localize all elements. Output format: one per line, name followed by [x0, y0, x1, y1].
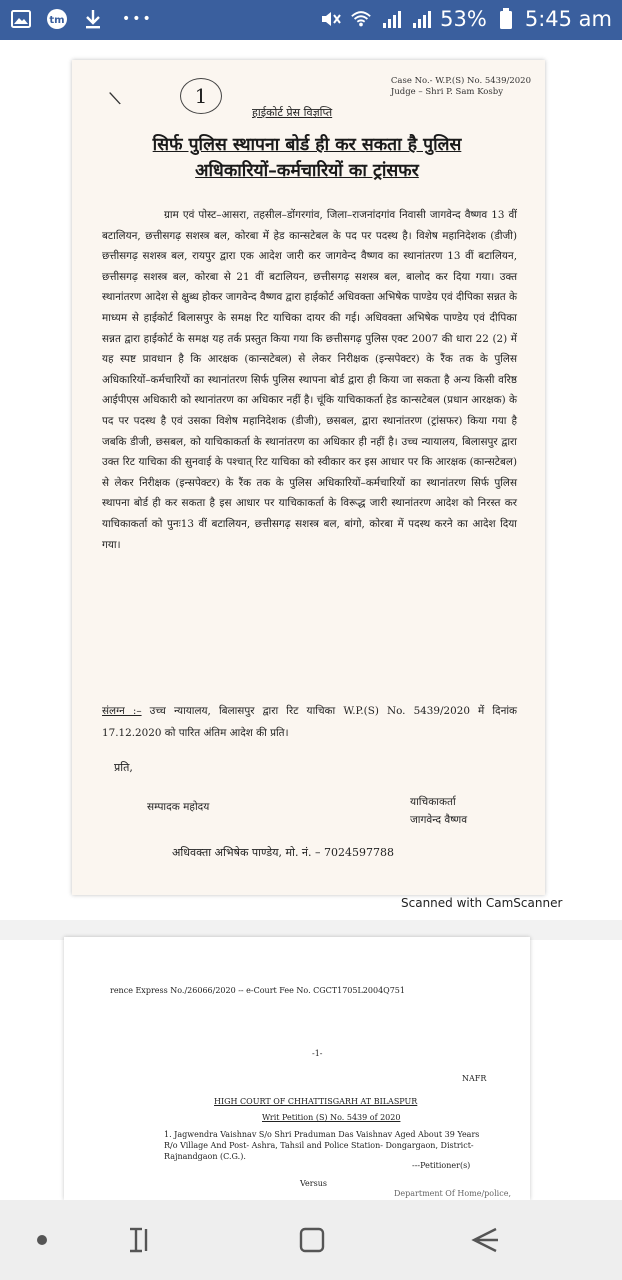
body-text	[102, 205, 517, 555]
pen-mark: \	[107, 87, 123, 110]
status-bar	[0, 0, 622, 40]
enclosure-note	[102, 700, 517, 744]
recents-icon[interactable]	[117, 1218, 161, 1262]
back-icon[interactable]	[463, 1218, 507, 1262]
versus-label: Versus	[300, 1179, 327, 1188]
copy-to-label: प्रति,	[114, 761, 133, 774]
court-title: HIGH COURT OF CHHATTISGARH AT BILASPUR	[214, 1097, 418, 1106]
image-icon	[10, 8, 32, 30]
mute-icon	[320, 8, 342, 30]
signal-icon	[380, 8, 402, 30]
scanned-page-2	[64, 937, 530, 1200]
advocate-contact: अधिवक्ता अभिषेक पाण्डेय, मो. नं. – 7024597788	[172, 846, 395, 859]
writ-petition-number: Writ Petition (S) No. 5439 of 2020	[262, 1113, 401, 1122]
petitioner-label: याचिकाकर्ता	[410, 796, 456, 808]
battery-icon	[495, 8, 517, 30]
cut-off-text: Department Of Home/police,	[394, 1189, 511, 1198]
clock: 5:45 am	[524, 7, 612, 31]
page-number: -1-	[312, 1049, 323, 1058]
headline-line-1: सिर्फ पुलिस स्थापना बोर्ड ही कर सकता है पुलिस	[152, 135, 462, 155]
enclosure-text: उच्च न्यायालय, बिलासपुर द्वारा रिट याचिका W.P.(S) No. 5439/2020 में दिनांक 17.12.2020 को पारित अंतिम आदेश की प्रति।	[102, 705, 518, 739]
home-icon[interactable]	[290, 1218, 334, 1262]
court-fee-reference: rence Express No./26066/2020 -- e-Court Fee No. CGCT1705L2004Q751	[110, 986, 405, 995]
navigation-bar	[0, 1200, 622, 1280]
case-info	[391, 76, 531, 98]
press-release-label: हाईकोर्ट प्रेस विज्ञप्ति	[252, 106, 333, 119]
headline	[127, 132, 487, 184]
camscanner-watermark: Scanned with CamScanner	[401, 896, 563, 910]
headline-line-2: अधिकारियों–कर्मचारियों का ट्रांसफर	[195, 161, 419, 181]
editor-addressee: सम्पादक महोदय	[147, 801, 210, 813]
judge-name: Judge – Shri P. Sam Kosby	[390, 87, 504, 97]
enclosure-label: संलग्न :–	[102, 705, 142, 717]
petitioner-tag: ---Petitioner(s)	[412, 1161, 471, 1170]
nafr-label: NAFR	[462, 1074, 487, 1083]
case-number: Case No.- W.P.(S) No. 5439/2020	[390, 76, 531, 86]
wifi-icon	[350, 8, 372, 30]
scanned-page-1	[72, 60, 545, 895]
petitioner-name: जागवेन्द वैष्णव	[410, 814, 468, 826]
battery-percent: 53%	[440, 7, 487, 31]
svg-text:tm: tm	[49, 15, 65, 26]
page-stamp: 1	[180, 78, 222, 114]
app-icon	[46, 8, 68, 30]
petitioner-signature	[410, 793, 467, 829]
signal-icon	[410, 8, 432, 30]
recent-apps-dot[interactable]	[20, 1218, 64, 1262]
document-viewer[interactable]	[0, 40, 622, 1200]
petitioner-details: 1. Jagwendra Vaishnav S/o Shri Praduman Das Vaishnav Aged About 39 Years R/o Village And Post- Ashra, Tahsil and Police Station- Dongargaon, District- Rajnandgaon (C.G.).	[164, 1130, 480, 1161]
more-notifications-indicator: •••	[122, 11, 153, 27]
notification-icons	[10, 8, 153, 30]
download-icon	[82, 8, 104, 30]
body-paragraph: ग्राम एवं पोस्ट–आसरा, तहसील–डोंगरगांव, जिला–राजनांदगांव निवासी जागवेन्द वैष्णव 13 वीं बटालियन, छत्तीसगढ़ सशस्त्र बल, कोरबा में हेड कान्सटेबल के पद पर पदस्थ है। विशेष महानिदेशक (डीजी) छत्तीसगढ़ सशस्त्र बल, रायपुर द्वारा एक आदेश जारी कर जागवेन्द वैष्णव का स्थानांतरण 13 वीं बटालियन, छत्तीसगढ़ सशस्त्र बल, कोरबा से 21 वीं बटालियन, छत्तीसगढ़ सशस्त्र बल, बालोद कर दिया गया। उक्त स्थानांतरण आदेश से क्षुब्ध होकर जागवेन्द वैष्णव द्वारा हाईकोर्ट अधिवक्ता अभिषेक पाण्डेय एवं दीपिका सन्नत के माध्यम से हाईकोर्ट बिलासपुर के समक्ष रिट याचिका दायर की गई। अधिवक्ता अभिषेक पाण्डेय एवं दीपिका सन्नत द्वारा हाईकोर्ट के समक्ष यह तर्क प्रस्तुत किया गया कि छत्तीसगढ़ पुलिस एक्ट 2007 की धारा 22 (2) में यह स्पष्ट प्रावधान है कि आरक्षक (कान्सटेबल) से लेकर निरीक्षक (इन्सपेक्टर) के रैंक तक के पुलिस अधिकारियों–कर्मचारियों का स्थानांतरण सिर्फ पुलिस स्थापना बोर्ड द्वारा ही किया जा सकता है अन्य किसी वरिष्ठ आईपीएस अधिकारी को स्थानांतरण का अधिकार नहीं है। चूंकि याचिकाकर्ता हेड कान्सटेबल (प्रधान आरक्षक) के पद पर पदस्थ है एवं उसका विशेष महानिदेशक (डीजी), छसबल, द्वारा स्थानांतरण (ट्रांसफर) किया गया है जबकि डीजी, छसबल, को याचिकाकर्ता के स्थानांतरण का अधिकार ही नहीं है। उच्च न्यायालय, बिलासपुर द्वारा उक्त रिट याचिका की सुनवाई के पश्चात् रिट याचिका को स्वीकार कर इस आधार पर कि आरक्षक (कान्सटेबल) से लेकर निरीक्षक (इन्सपेक्टर) के रैंक तक के पुलिस अधिकारियों–कर्मचारियों का स्थानांतरण सिर्फ पुलिस स्थापना बोर्ड ही कर सकता है इस आधार पर याचिकाकर्ता के विरूद्ध जारी स्थानांतरण आदेश को निरस्त कर याचिकाकर्ता को पुनः13 वीं बटालियन, छत्तीसगढ़ सशस्त्र बल, बांगो, कोरबा में पदस्थ करने का आदेश दिया गया।	[102, 209, 517, 551]
